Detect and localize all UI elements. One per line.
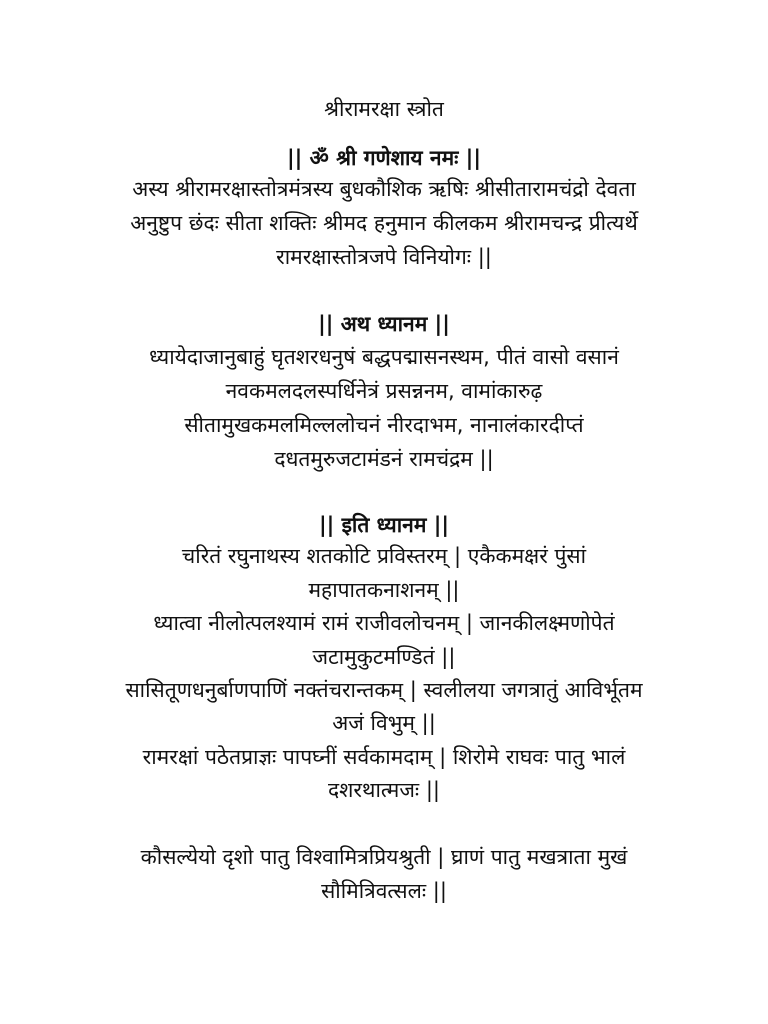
verse-line-3: ध्यात्वा नीलोत्पलश्यामं रामं राजीवलोचनम् | जानकीलक्ष्मणोपेतं bbox=[153, 611, 615, 635]
final-verse-line-2: सौमित्रिवत्सलः || bbox=[321, 879, 447, 903]
verse-line-5: सासितूणधनुर्बाणपाणिं नक्तंचरान्तकम् | स्वलीलया जगत्रातुं आविर्भूतम bbox=[125, 678, 643, 702]
dhyanam-heading: || अथ ध्यानम || bbox=[318, 312, 450, 336]
verse-line-2: महापातकनाशनम् || bbox=[308, 578, 460, 602]
verse-line-7: रामरक्षां पठेतप्राज्ञः पापघ्नीं सर्वकामदाम् | शिरोमे राघवः पातु भालं bbox=[142, 745, 626, 769]
viniyoga-line-1: अस्य श्रीरामरक्षास्तोत्रमंत्रस्य बुधकौशिक ऋषिः श्रीसीतारामचंद्रो देवता bbox=[132, 177, 636, 201]
iti-dhyanam-heading: || इति ध्यानम || bbox=[318, 513, 450, 537]
verse-line-6: अजं विभुम् || bbox=[332, 711, 436, 735]
invocation-heading: || ॐ श्री गणेशाय नमः || bbox=[286, 146, 482, 170]
verse-line-8: दशरथात्मजः || bbox=[328, 778, 440, 802]
dhyanam-line-4: दधतमुरुजटामंडनं रामचंद्रम || bbox=[274, 447, 494, 471]
final-verse-line-1: कौसल्येयो दृशो पातु विश्वामित्रप्रियश्रुती | घ्राणं पातु मखत्राता मुखं bbox=[140, 845, 628, 869]
document-title: श्रीरामरक्षा स्त्रोत bbox=[324, 97, 444, 121]
verse-line-1: चरितं रघुनाथस्य शतकोटि प्रविस्तरम् | एकैकमक्षरं पुंसां bbox=[181, 544, 587, 568]
viniyoga-line-2: अनुष्टुप छंदः सीता शक्तिः श्रीमद हनुमान कीलकम श्रीरामचन्द्र प्रीत्यर्थे bbox=[130, 211, 638, 235]
dhyanam-line-1: ध्यायेदाजानुबाहुं घृतशरधनुषं बद्धपद्मासनस्थम, पीतं वासो वसानं bbox=[149, 345, 619, 369]
dhyanam-line-3: सीतामुखकमलमिल्ललोचनं नीरदाभम, नानालंकारदीप्तं bbox=[184, 413, 584, 437]
verse-line-4: जटामुकुटमण्डितं || bbox=[312, 645, 456, 669]
dhyanam-line-2: नवकमलदलस्पर्धिनेत्रं प्रसन्ननम, वामांकारुढ़ bbox=[225, 379, 543, 403]
viniyoga-line-3: रामरक्षास्तोत्रजपे विनियोगः || bbox=[276, 245, 492, 269]
